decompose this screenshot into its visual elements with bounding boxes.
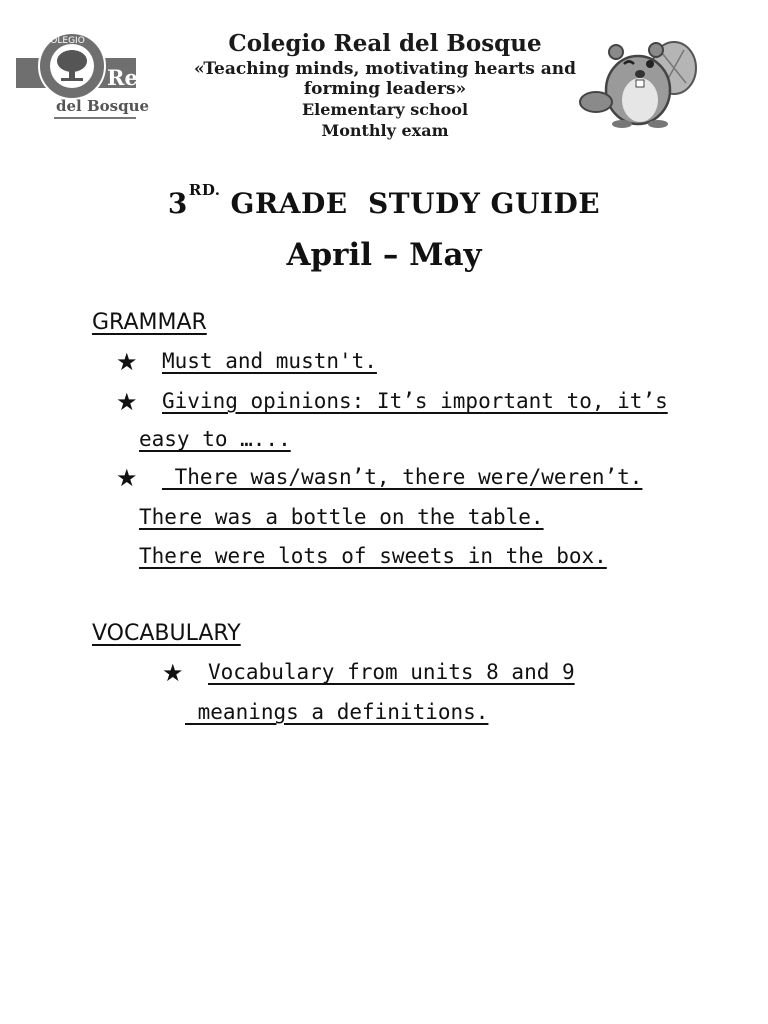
school-motto: «Teaching minds, motivating hearts and forming leaders» xyxy=(193,59,577,99)
logo-top-text: COLEGIO xyxy=(44,36,85,46)
logo-word: Real xyxy=(107,65,160,90)
star-bullet-icon: ★ xyxy=(116,388,138,416)
grammar-item-1: Must and mustn't. xyxy=(162,349,377,373)
grammar-item-3: There was/wasn’t, there were/weren’t. xyxy=(162,465,643,489)
star-bullet-icon: ★ xyxy=(116,464,138,492)
grade-suffix: RD. xyxy=(188,181,221,199)
star-bullet-icon: ★ xyxy=(162,659,184,687)
school-level: Elementary school xyxy=(301,100,469,119)
grammar-item-2-line-1: Giving opinions: It’s important to, it’s xyxy=(162,389,668,413)
grammar-item-2-line-2: easy to …... xyxy=(139,427,291,451)
grammar-example-1: There was a bottle on the table. xyxy=(139,505,544,529)
star-bullet-icon: ★ xyxy=(116,348,138,376)
grade-number: 3 xyxy=(167,187,188,220)
vocabulary-item-1-line-1: Vocabulary from units 8 and 9 xyxy=(208,660,575,684)
school-name: Colegio Real del Bosque xyxy=(228,30,542,57)
page-title xyxy=(0,181,768,220)
vocabulary-heading: VOCABULARY xyxy=(92,621,241,646)
grammar-heading: GRAMMAR xyxy=(92,310,207,335)
period-title: April – May xyxy=(286,237,482,273)
school-logo xyxy=(14,28,160,124)
beaver-mascot-icon xyxy=(574,28,700,128)
vocabulary-item-1-line-2: meanings a definitions. xyxy=(185,700,489,724)
grammar-example-2: There were lots of sweets in the box. xyxy=(139,544,607,568)
title-text: GRADE STUDY GUIDE xyxy=(230,187,601,220)
exam-type: Monthly exam xyxy=(321,121,449,140)
logo-caption: del Bosque xyxy=(56,97,150,115)
